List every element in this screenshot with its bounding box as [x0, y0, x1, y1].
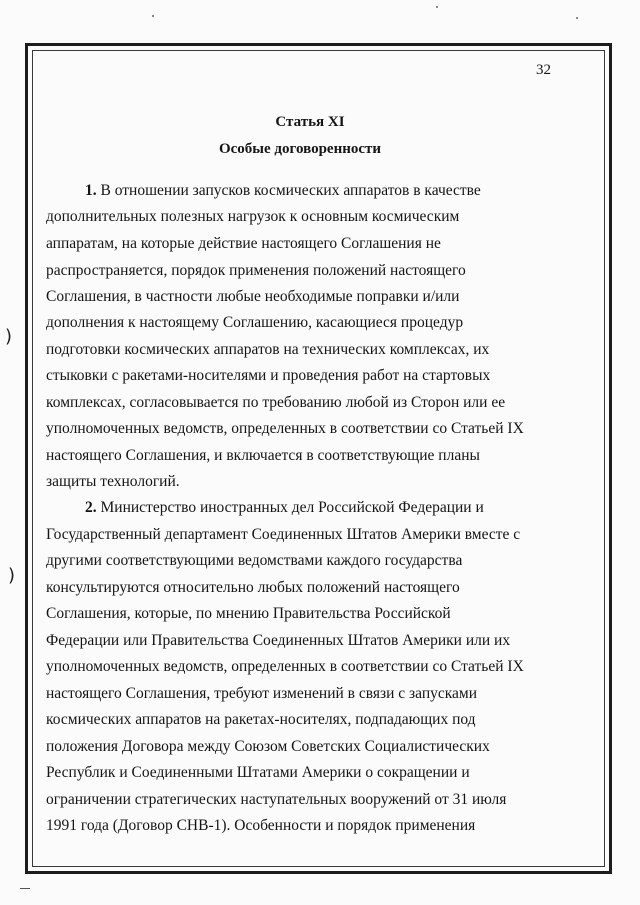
paragraph-1-line [85, 181, 481, 201]
paragraph-2-line: Соглашения, которые, по мнению Правительства Российской [46, 605, 451, 622]
paragraph-1-line: защиты технологий. [46, 473, 180, 490]
left-margin-punch-mark: ) [5, 326, 13, 347]
scan-speck [152, 15, 154, 17]
paragraph-1-line: дополнительных полезных нагрузок к основным космическим [46, 208, 460, 225]
paragraph-1-line: настоящего Соглашения, и включается в соответствующие планы [46, 447, 480, 464]
paragraph-2-line: 1991 года (Договор СНВ-1). Особенности и порядок применения [46, 817, 476, 834]
page-number: 32 [536, 62, 551, 78]
paragraph-2-line: другими соответствующими ведомствами каждого государства [46, 552, 463, 569]
paragraph-2-line: уполномоченных ведомств, определенных в соответствии со Статьей IX [46, 658, 524, 675]
scan-speck [436, 6, 438, 8]
paragraph-2-number: 2. [85, 499, 97, 516]
paragraph-1-line: комплексах, согласовывается по требованию любой из Сторон или ее [46, 394, 506, 411]
paragraph-1-line: Соглашения, в частности любые необходимые поправки и/или [46, 288, 460, 305]
paragraph-2-line [85, 498, 484, 518]
paragraph-1-line: аппаратам, на которые действие настоящего Соглашения не [46, 235, 441, 252]
left-margin-punch-mark: ) [8, 565, 16, 586]
scan-speck [576, 17, 578, 19]
paragraph-2-line: положения Договора между Союзом Советских Социалистических [46, 738, 490, 755]
paragraph-1-line: стыковки с ракетами-носителями и проведения работ на стартовых [46, 367, 491, 384]
paragraph-2-line-text: Министерство иностранных дел Российской Федерации и [96, 499, 484, 516]
paragraph-1-line: уполномоченных ведомств, определенных в соответствии со Статьей IX [46, 420, 524, 437]
paragraph-2-line: консультируются относительно любых положений настоящего [46, 579, 460, 596]
paragraph-1-line: подготовки космических аппаратов на технических комплексах, их [46, 341, 490, 358]
paragraph-2-line: Государственный департамент Соединенных Штатов Америки вместе с [46, 526, 521, 543]
scan-mark [20, 888, 30, 889]
paragraph-1-line-text: В отношении запусков космических аппаратов в качестве [96, 182, 481, 199]
paragraph-1-line: распространяется, порядок применения положений настоящего [46, 262, 466, 279]
paragraph-2-line: Республик и Соединенными Штатами Америки о сокращении и [46, 764, 470, 781]
paragraph-2-line: настоящего Соглашения, требуют изменений в связи с запусками [46, 685, 478, 702]
article-subtitle: Особые договоренности [218, 141, 382, 157]
paragraph-2-line: Федерации или Правительства Соединенных Штатов Америки или их [46, 632, 511, 649]
paragraph-1-line: дополнения к настоящему Соглашению, касающиеся процедур [46, 314, 464, 331]
paragraph-1-number: 1. [85, 182, 97, 199]
article-title: Статья XI [275, 114, 345, 130]
paragraph-2-line: космических аппаратов на ракетах-носителях, подпадающих под [46, 711, 476, 728]
paragraph-2-line: ограничении стратегических наступательных вооружений от 31 июля [46, 791, 507, 808]
